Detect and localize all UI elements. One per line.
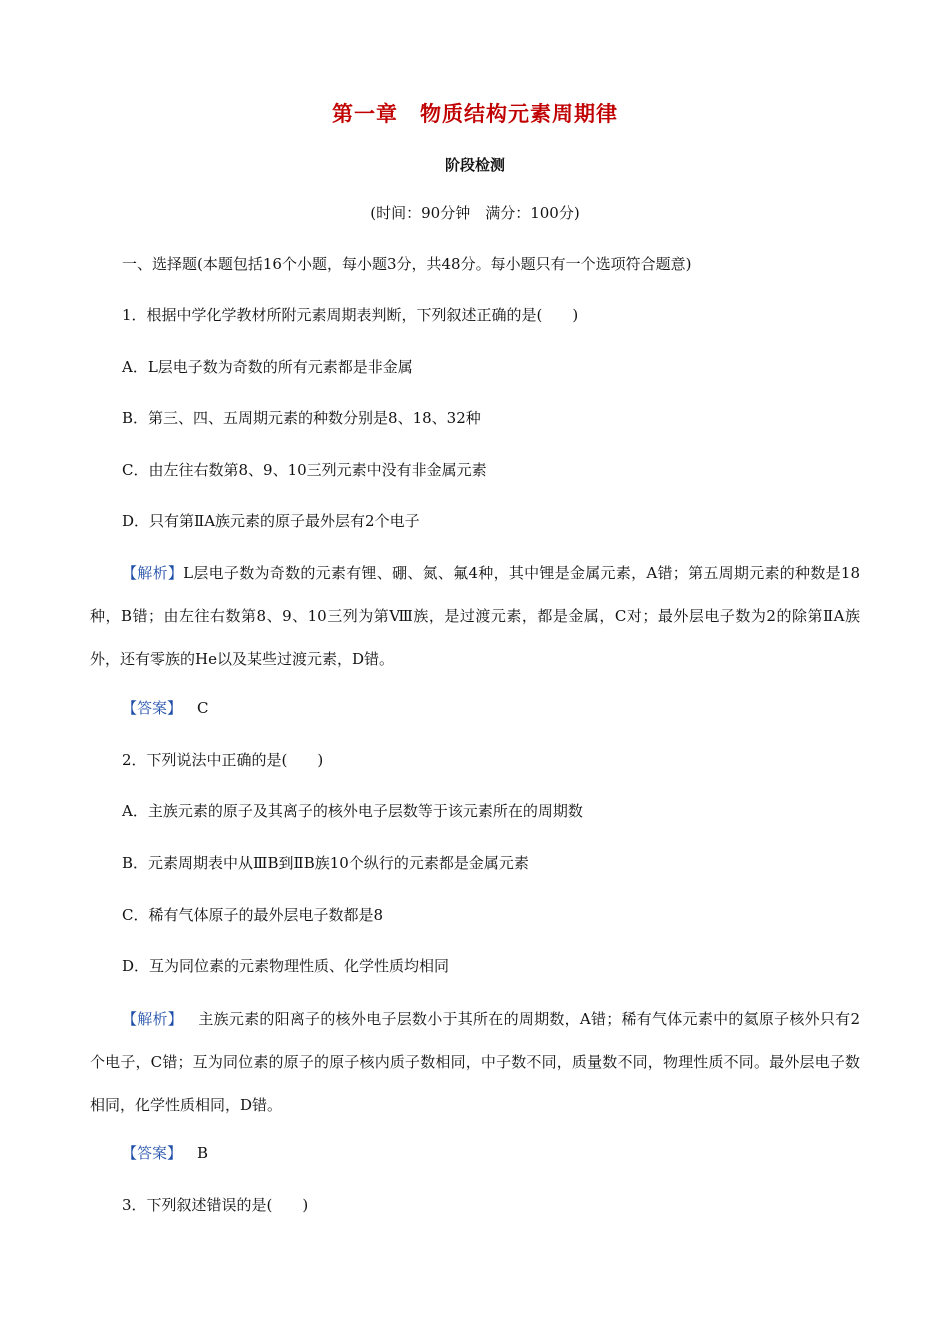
question-2-option-d: D．互为同位素的元素物理性质、化学性质均相同 <box>122 957 450 975</box>
section-heading: 一、选择题(本题包括16个小题，每小题3分，共48分。每小题只有一个选项符合题意) <box>122 255 692 273</box>
question-1-analysis <box>90 552 860 681</box>
question-1-stem: 1．根据中学化学教材所附元素周期表判断，下列叙述正确的是( ) <box>122 306 579 324</box>
answer-value: B <box>197 1144 209 1162</box>
question-1-option-c: C．由左往右数第8、9、10三列元素中没有非金属元素 <box>122 461 487 479</box>
analysis-tag: 【解析】 <box>122 1010 184 1028</box>
question-2-option-b: B．元素周期表中从ⅢB到ⅡB族10个纵行的元素都是金属元素 <box>122 854 529 872</box>
exam-meta: (时间：90分钟 满分：100分) <box>370 204 580 222</box>
question-3-stem: 3．下列叙述错误的是( ) <box>122 1196 309 1214</box>
analysis-text: 主族元素的阳离子的核外电子层数小于其所在的周期数，A错；稀有气体元素中的氦原子核外只有2个电子，C错；互为同位素的原子的原子核内质子数相同，中子数不同，质量数不同，物理性质不同。最外层电子数相同，化学性质相同，D错。 <box>90 1010 860 1114</box>
question-2-option-a: A．主族元素的原子及其离子的核外电子层数等于该元素所在的周期数 <box>122 802 583 820</box>
answer-value: C <box>197 699 209 717</box>
question-1-option-d: D．只有第ⅡA族元素的原子最外层有2个电子 <box>122 512 420 530</box>
question-2-stem: 2．下列说法中正确的是( ) <box>122 751 324 769</box>
answer-tag: 【答案】 <box>122 1144 183 1162</box>
question-2-answer <box>122 1143 208 1163</box>
question-1-option-a: A．L层电子数为奇数的所有元素都是非金属 <box>122 358 413 376</box>
question-1-answer <box>122 698 209 718</box>
question-2-option-c: C．稀有气体原子的最外层电子数都是8 <box>122 906 384 924</box>
question-1-option-b: B．第三、四、五周期元素的种数分别是8、18、32种 <box>122 409 481 427</box>
question-2-analysis <box>90 998 860 1127</box>
answer-tag: 【答案】 <box>122 699 183 717</box>
analysis-text: L层电子数为奇数的元素有锂、硼、氮、氟4种，其中锂是金属元素，A错；第五周期元素的种数是18种，B错；由左往右数第8、9、10三列为第Ⅷ族，是过渡元素，都是金属，C对；最外层电子数为2的除第ⅡA族外，还有零族的He以及某些过渡元素，D错。 <box>90 564 860 668</box>
section-subtitle: 阶段检测 <box>444 156 505 174</box>
chapter-title: 第一章 物质结构元素周期律 <box>332 102 618 126</box>
analysis-tag: 【解析】 <box>122 564 184 582</box>
